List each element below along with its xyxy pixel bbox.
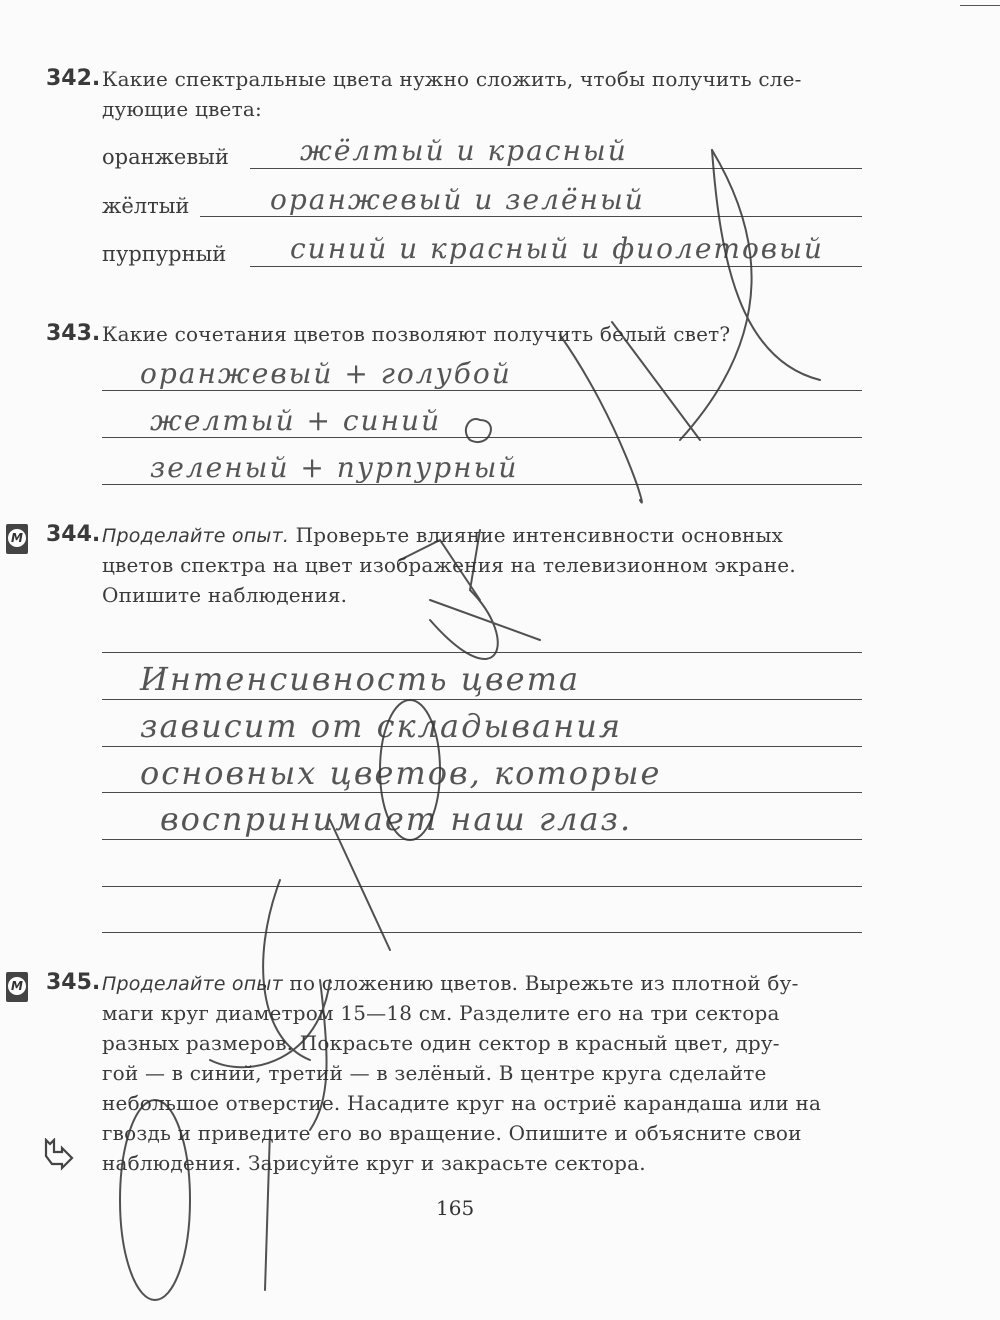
answer-343-line-3: зеленый + пурпурный: [150, 451, 519, 484]
page-number: 165: [436, 1196, 475, 1220]
answer-344-line-3: основных цветов, которые: [140, 754, 662, 792]
answer-343-line-2: желтый + синий: [150, 404, 442, 437]
task-345-question-line-6: гвоздь и приведите его во вращение. Опишите и объясните свои: [102, 1121, 802, 1145]
answer-line: [102, 652, 862, 653]
answer-line: [102, 792, 862, 793]
answer-line: [102, 932, 862, 933]
answer-344-line-2: зависит от складывания: [140, 707, 622, 745]
task-342-question-line-2: дующие цвета:: [102, 97, 262, 121]
task-345-question-line-5: небольшое отверстие. Насадите круг на остриё карандаша или на: [102, 1091, 822, 1115]
answer-line: [102, 839, 862, 840]
answer-344-line-4: воспринимает наш глаз.: [160, 800, 633, 838]
fill-label-purple: пурпурный: [102, 242, 227, 266]
answer-line: [102, 746, 862, 747]
task-345-question-line-4: гой — в синий, третий — в зелёный. В центре круга сделайте: [102, 1061, 767, 1085]
answer-line: [102, 886, 862, 887]
task-345-question-line-3: разных размеров. Покрасьте один сектор в красный цвет, дру-: [102, 1031, 780, 1055]
task-345-question-line-1: Проделайте опыт по сложению цветов. Вырежьте из плотной бу-: [102, 971, 799, 995]
answer-line: [102, 437, 862, 438]
task-344-question-line-3: Опишите наблюдения.: [102, 583, 348, 607]
scan-edge-mark: [960, 5, 1000, 6]
task-344-number: 344.: [46, 522, 101, 547]
answer-line: [102, 484, 862, 485]
task-343-number: 343.: [46, 321, 101, 346]
task-345-question-line-2: маги круг диаметром 15—18 см. Разделите его на три сектора: [102, 1001, 780, 1025]
task-344-lead: Проделайте опыт.: [102, 525, 290, 547]
fill-label-orange: оранжевый: [102, 145, 229, 169]
answer-yellow: оранжевый и зелёный: [270, 183, 645, 216]
answer-343-line-1: оранжевый + голубой: [140, 357, 512, 390]
answer-line: [102, 390, 862, 391]
task-345-lead: Проделайте опыт: [102, 973, 283, 995]
fill-line-purple: [250, 266, 862, 267]
answer-purple: синий и красный и фиолетовый: [290, 232, 824, 265]
answer-344-line-1: Интенсивность цвета: [140, 660, 581, 698]
home-task-arrow-icon: [44, 1138, 76, 1174]
task-345-number: 345.: [46, 970, 101, 995]
experiment-badge-icon: М: [6, 972, 28, 1002]
fill-line-orange: [250, 168, 862, 169]
task-344-question-line-1: Проделайте опыт. Проверьте влияние интенсивности основных: [102, 523, 784, 547]
task-344-question-line-2: цветов спектра на цвет изображения на телевизионном экране.: [102, 553, 796, 577]
fill-line-yellow: [200, 216, 862, 217]
task-343-question: Какие сочетания цветов позволяют получить белый свет?: [102, 322, 731, 346]
fill-label-yellow: жёлтый: [102, 194, 190, 218]
answer-orange: жёлтый и красный: [300, 134, 628, 167]
task-342-number: 342.: [46, 66, 101, 91]
task-342-question-line-1: Какие спектральные цвета нужно сложить, чтобы получить сле-: [102, 67, 802, 91]
answer-line: [102, 699, 862, 700]
task-345-question-line-7: наблюдения. Зарисуйте круг и закрасьте сектора.: [102, 1151, 646, 1175]
experiment-badge-icon: М: [6, 524, 28, 554]
